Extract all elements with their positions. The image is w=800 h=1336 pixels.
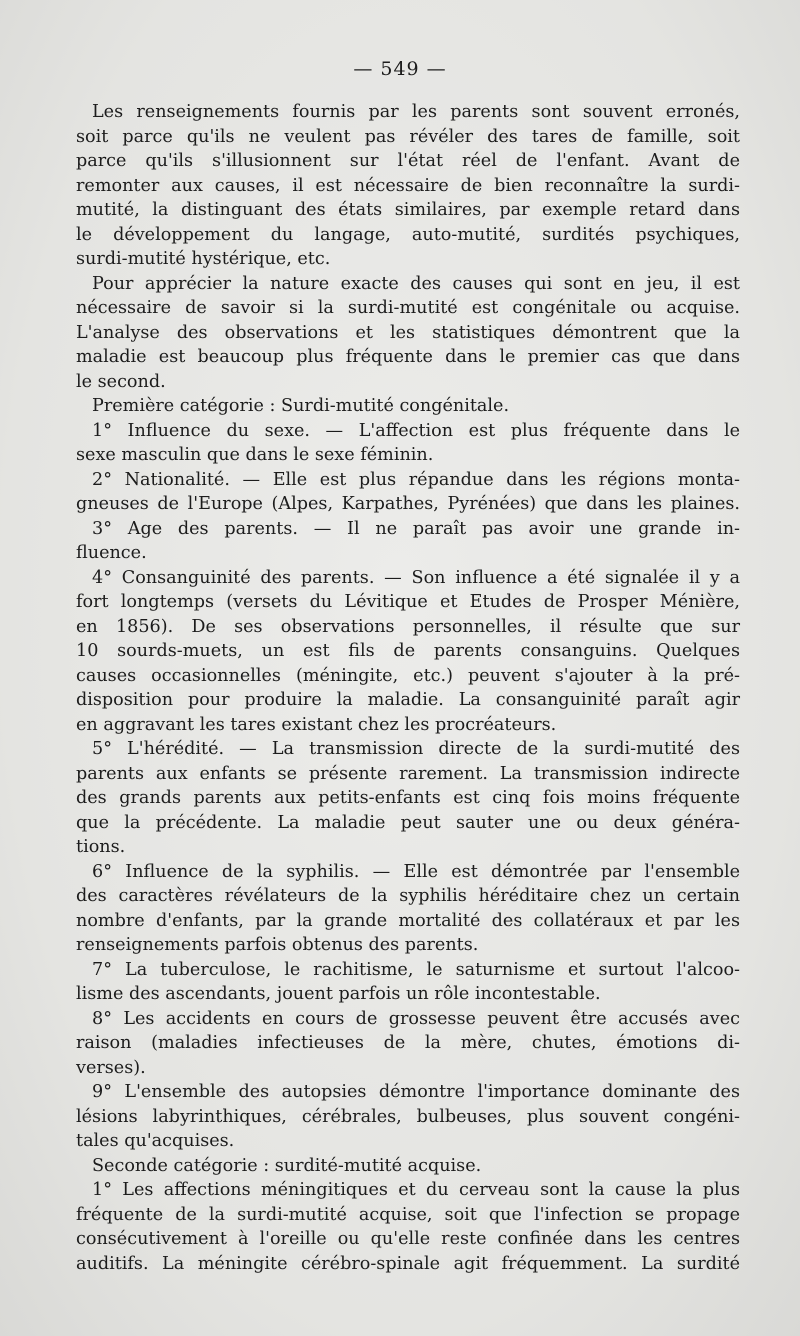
text-line: fluence. [76,543,147,563]
text-line: verses). [76,1057,146,1078]
text-line: remonter aux causes, il est nécessaire de bien reconnaître la surdi- [76,175,740,196]
text-line: 1° Les affections méningitiques et du cerveau sont la cause la plus [92,1180,740,1200]
text-line: le développement du langage, auto-mutité, surdités psychiques, [76,224,740,245]
text-line: tales qu'acquises. [76,1131,235,1151]
text-line: 2° Nationalité. — Elle est plus répandue dans les régions monta- [92,469,740,490]
text-line: auditifs. La méningite cérébro-spinale agit fréquemment. La surdité [76,1253,740,1274]
text-line: maladie est beaucoup plus fréquente dans le premier cas que dans [76,347,740,367]
text-line: Les renseignements fournis par les parents sont souvent erronés, [92,102,740,122]
text-line: sexe masculin que dans le sexe féminin. [76,445,434,465]
text-line: soit parce qu'ils ne veulent pas révéler des tares de famille, soit [76,126,740,147]
text-line: des grands parents aux petits-enfants est cinq fois moins fréquente [76,788,740,808]
text-line: 10 sourds-muets, un est fils de parents consanguins. Quelques [76,641,740,661]
text-line: 6° Influence de la syphilis. — Elle est démontrée par l'ensemble [92,861,740,882]
text-line: des caractères révélateurs de la syphilis héréditaire chez un certain [76,886,740,906]
text-line: Première catégorie : Surdi-mutité congénitale. [92,396,510,416]
text-line: consécutivement à l'oreille ou qu'elle reste confinée dans les centres [76,1229,740,1249]
text-line: L'analyse des observations et les statistiques démontrent que la [76,322,740,343]
text-line: Seconde catégorie : surdité-mutité acquise. [92,1155,482,1176]
text-line: parce qu'ils s'illusionnent sur l'état réel de l'enfant. Avant de [76,151,740,171]
text-line: mutité, la distinguant des états similaires, par exemple retard dans [76,200,740,220]
text-line: 9° L'ensemble des autopsies démontre l'importance dominante des [92,1082,740,1102]
text-line: en aggravant les tares existant chez les procréateurs. [76,714,557,735]
text-line: Pour apprécier la nature exacte des causes qui sont en jeu, il est [92,273,740,294]
text-line: nécessaire de savoir si la surdi-mutité est congénitale ou acquise. [76,298,740,318]
text-line: tions. [76,837,126,857]
text-line: gneuses de l'Europe (Alpes, Karpathes, Pyrénées) que dans les plaines. [76,494,740,514]
text-line: 4° Consanguinité des parents. — Son influence a été signalée il y a [92,567,740,588]
text-line: 3° Age des parents. — Il ne paraît pas avoir une grande in- [92,518,740,539]
text-line: 8° Les accidents en cours de grossesse peuvent être accusés avec [92,1008,740,1029]
text-line: parents aux enfants se présente rarement. La transmission indirecte [76,763,740,784]
text-line: le second. [76,371,166,392]
text-line: 5° L'hérédité. — La transmission directe de la surdi-mutité des [92,739,740,759]
body-text [76,100,740,1276]
text-line: que la précédente. La maladie peut sauter une ou deux généra- [76,812,740,833]
text-line: lésions labyrinthiques, cérébrales, bulbeuses, plus souvent congéni- [76,1106,740,1127]
text-line: 7° La tuberculose, le rachitisme, le saturnisme et surtout l'alcoo- [92,959,740,980]
text-line: raison (maladies infectieuses de la mère, chutes, émotions di- [76,1033,740,1053]
text-line: en 1856). De ses observations personnelles, il résulte que sur [76,616,740,637]
text-line: disposition pour produire la maladie. La consanguinité paraît agir [76,690,740,710]
text-line: lisme des ascendants, jouent parfois un rôle incontestable. [76,984,601,1004]
text-line: fort longtemps (versets du Lévitique et Etudes de Prosper Ménière, [76,592,740,612]
text-line: fréquente de la surdi-mutité acquise, soit que l'infection se propage [76,1204,740,1225]
text-line: renseignements parfois obtenus des parents. [76,935,479,955]
text-line: nombre d'enfants, par la grande mortalité des collatéraux et par les [76,910,740,931]
text-line: surdi-mutité hystérique, etc. [76,249,331,269]
page-number: — 549 — [353,58,447,80]
text-line: 1° Influence du sexe. — L'affection est plus fréquente dans le [92,420,740,441]
text-line: causes occasionnelles (méningite, etc.) peuvent s'ajouter à la pré- [76,665,740,686]
